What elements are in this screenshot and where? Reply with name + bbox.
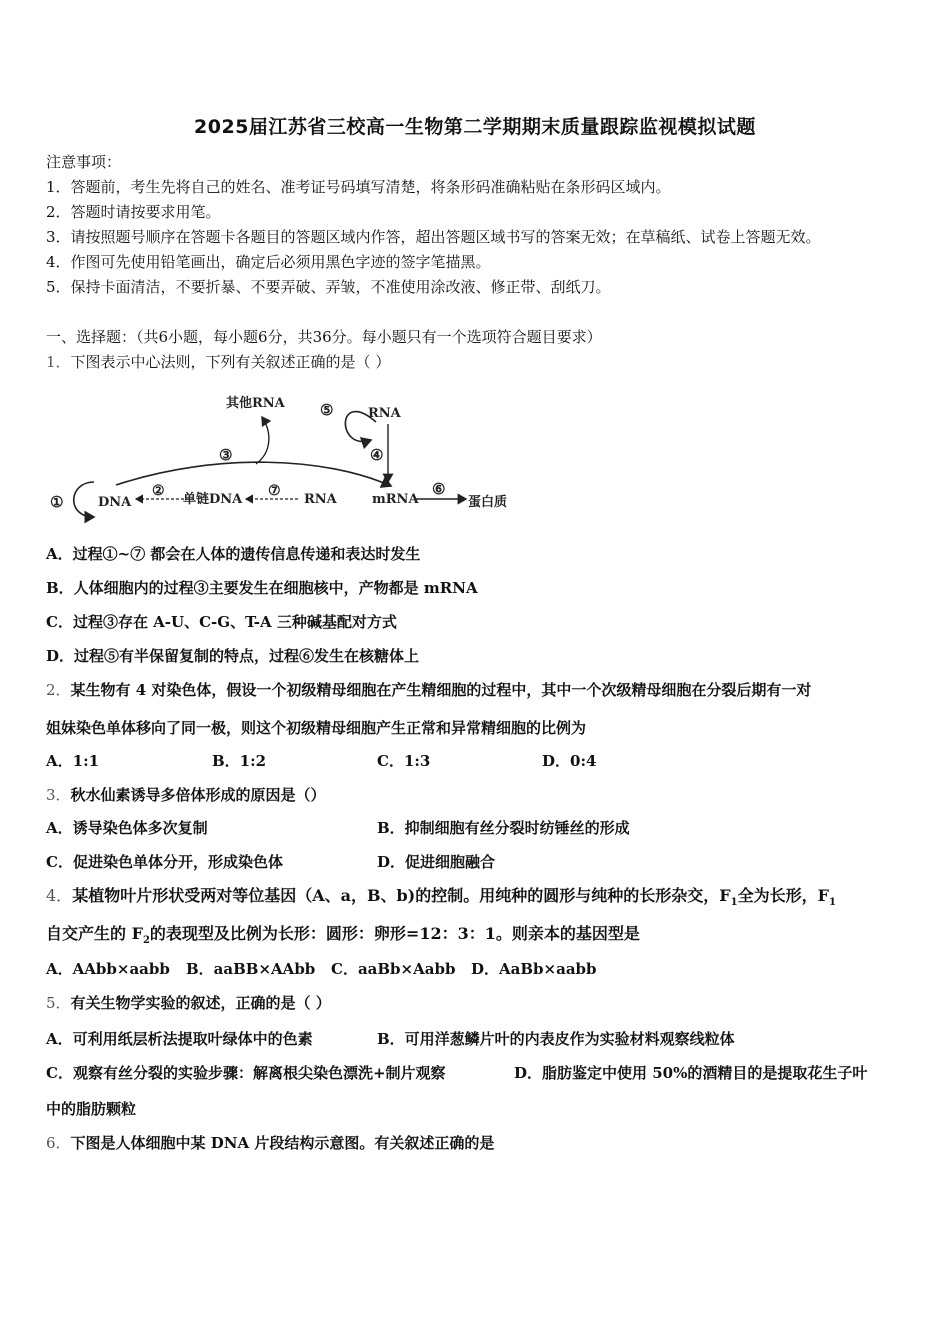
notice-item: 1．答题前，考生先将自己的姓名、准考证号码填写清楚，将条形码准确粘贴在条形码区域内。	[46, 178, 671, 196]
question-3-option-d: D．促进细胞融合	[377, 853, 496, 871]
process-5-label: ⑤	[320, 401, 334, 419]
notice-item: 3．请按照题号顺序在答题卡各题目的答题区域内作答，超出答题区域书写的答案无效；在草稿纸、试卷上答题无效。	[46, 228, 821, 246]
question-text: 某生物有 4 对染色体，假设一个初级精母细胞在产生精细胞的过程中，其中一个次级精母细胞在分裂后期有一对	[70, 681, 812, 699]
question-4-option-a: A．AAbb×aabb	[46, 960, 170, 978]
question-4-stem	[46, 886, 836, 913]
question-text: 有关生物学实验的叙述，正确的是（ ）	[70, 994, 331, 1012]
question-text: 下图表示中心法则，下列有关叙述正确的是（ ）	[70, 353, 391, 371]
question-text: 自交产生的 F	[46, 924, 143, 943]
process-2-label: ②	[152, 483, 165, 499]
question-4-option-b: B．aaBB×AAbb	[186, 960, 316, 978]
rna-top-label: RNA	[368, 406, 401, 421]
subscript: 1	[730, 897, 738, 909]
question-3-option-c: C．促进染色单体分开，形成染色体	[46, 853, 283, 871]
question-text: 秋水仙素诱导多倍体形成的原因是（）	[70, 786, 326, 804]
mrna-label: mRNA	[372, 492, 419, 507]
question-number: 1．	[46, 353, 71, 371]
question-5-stem	[46, 993, 331, 1013]
dna-label: DNA	[98, 495, 132, 510]
question-1-option-d: D．过程⑤有半保留复制的特点，过程⑥发生在核糖体上	[46, 647, 420, 665]
notice-heading: 注意事项：	[46, 153, 122, 171]
question-1-option-a: A．过程①~⑦ 都会在人体的遗传信息传递和表达时发生	[46, 545, 421, 563]
question-2-option-b: B．1:2	[212, 752, 267, 770]
process-4-label: ④	[370, 446, 384, 464]
question-number: 4．	[46, 886, 73, 905]
replication-loop	[74, 482, 94, 517]
page-title: 2025届江苏省三校高一生物第二学期期末质量跟踪监视模拟试题	[194, 116, 756, 138]
question-2-stem-cont: 姐妹染色单体移向了同一极，则这个初级精母细胞产生正常和异常精细胞的比例为	[46, 719, 587, 737]
question-number: 2．	[46, 681, 71, 699]
question-2-option-a: A．1:1	[46, 752, 100, 770]
question-number: 5．	[46, 994, 71, 1012]
question-3-stem	[46, 785, 326, 805]
section-heading: 一、选择题：（共6小题，每小题6分，共36分。每小题只有一个选项符合题目要求）	[46, 328, 602, 346]
notice-item: 4．作图可先使用铅笔画出，确定后必须用黑色字迹的签字笔描黑。	[46, 253, 491, 271]
other-rna-label: 其他RNA	[226, 396, 285, 411]
notice-item: 2．答题时请按要求用笔。	[46, 203, 221, 221]
question-2-stem	[46, 680, 811, 700]
process-3-label: ③	[219, 446, 233, 464]
question-6-stem	[46, 1133, 494, 1153]
protein-label: 蛋白质	[468, 495, 508, 510]
question-1-option-c: C．过程③存在 A-U、C-G、T-A 三种碱基配对方式	[46, 613, 397, 631]
question-1-option-b: B．人体细胞内的过程③主要发生在细胞核中，产物都是 mRNA	[46, 579, 478, 597]
question-text: 全为长形，F	[737, 886, 829, 905]
question-2-option-c: C．1:3	[377, 752, 431, 770]
question-1-stem	[46, 352, 390, 372]
process-1-label: ①	[50, 493, 64, 511]
question-3-option-a: A．诱导染色体多次复制	[46, 819, 208, 837]
question-number: 6．	[46, 1134, 71, 1152]
question-4-stem-cont	[46, 924, 640, 951]
process-6-label: ⑥	[432, 480, 446, 498]
question-2-option-d: D．0:4	[542, 752, 597, 770]
question-4-option-c: C．aaBb×Aabb	[331, 960, 456, 978]
question-5-option-c: C．观察有丝分裂的实验步骤：解离根尖染色漂洗+制片观察	[46, 1064, 446, 1082]
question-text: 下图是人体细胞中某 DNA 片段结构示意图。有关叙述正确的是	[70, 1134, 495, 1152]
question-5-option-d: D．脂肪鉴定中使用 50%的酒精目的是提取花生子叶	[514, 1064, 868, 1082]
question-number: 3．	[46, 786, 71, 804]
question-3-option-b: B．抑制细胞有丝分裂时纺锤丝的形成	[377, 819, 630, 837]
question-text: 某植物叶片形状受两对等位基因（A、a，B、b)的控制。用纯种的圆形与纯种的长形杂交，F	[72, 886, 731, 905]
rna-mid-label: RNA	[304, 492, 337, 507]
central-dogma-diagram	[46, 382, 516, 532]
question-5-option-a: A．可利用纸层析法提取叶绿体中的色素	[46, 1030, 313, 1048]
question-text: 的表现型及比例为长形：圆形：卵形=12：3：1。则亲本的基因型是	[149, 924, 640, 943]
question-5-option-b: B．可用洋葱鳞片叶的内表皮作为实验材料观察线粒体	[377, 1030, 735, 1048]
ssdna-label: 单链DNA	[183, 492, 243, 507]
question-4-option-d: D．AaBb×aabb	[471, 960, 597, 978]
question-5-option-d-cont: 中的脂肪颗粒	[46, 1100, 137, 1118]
process-7-label: ⑦	[268, 483, 281, 499]
notice-item: 5．保持卡面清洁，不要折暴、不要弄破、弄皱，不准使用涂改液、修正带、刮纸刀。	[46, 278, 611, 296]
subscript: 2	[142, 935, 150, 947]
subscript: 1	[828, 897, 836, 909]
other-rna-branch	[256, 417, 269, 464]
